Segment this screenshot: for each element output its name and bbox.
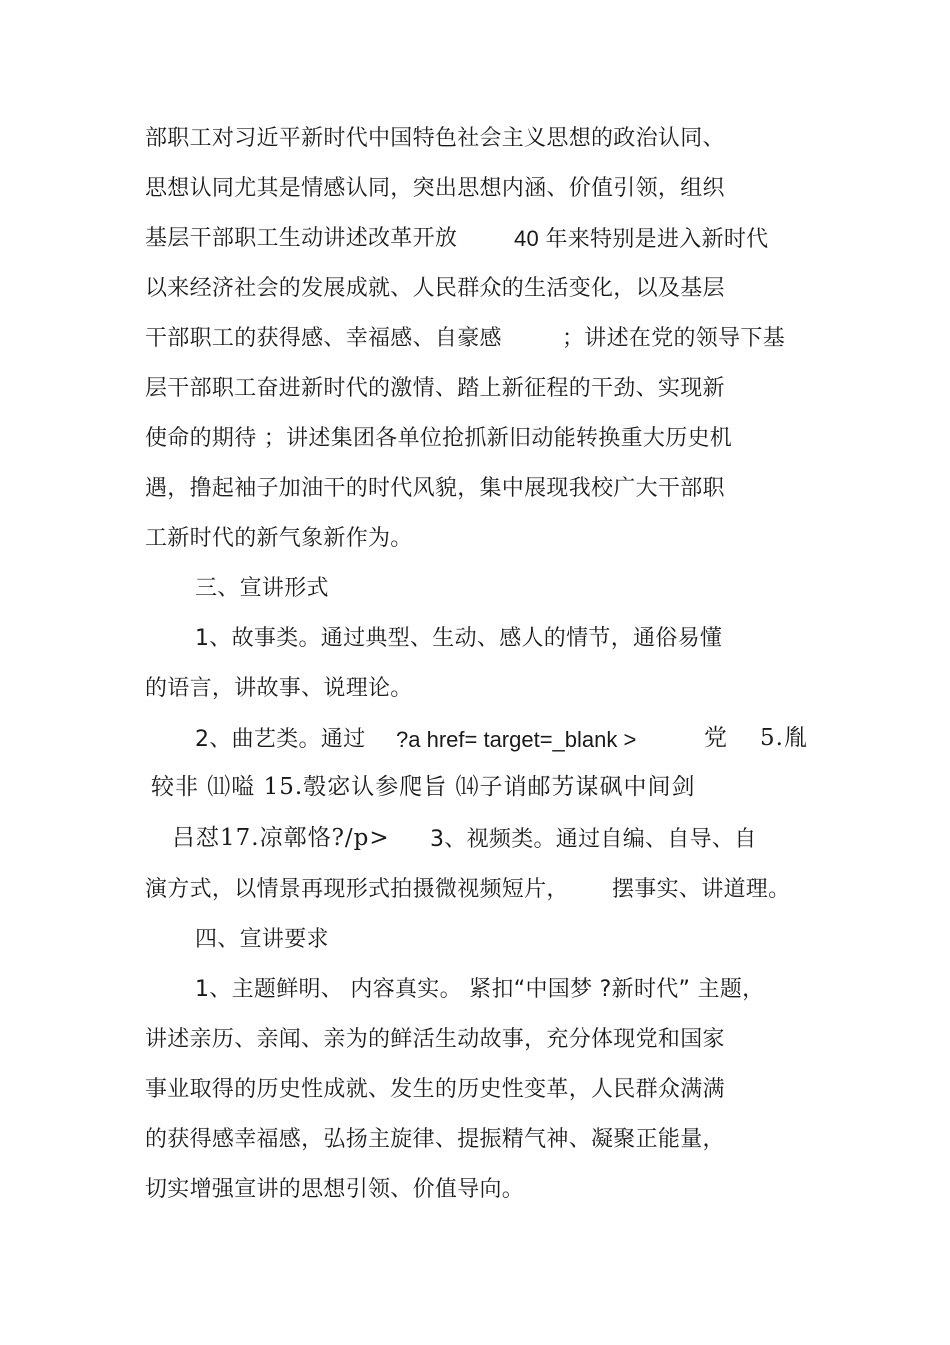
text-line: ?a href= target=_blank > [396, 727, 637, 752]
text-line: 的获得感幸福感，弘扬主旋律、提振精气神、凝聚正能量， [145, 1127, 725, 1152]
text-line: 事业取得的历史性成就、发生的历史性变革，人民群众满满 [145, 1077, 725, 1102]
text-line: 40 年来特别是进入新时代 [514, 226, 769, 251]
text-line: 摆事实、讲道理。 [612, 877, 791, 902]
text-line: 工新时代的新气象新作为。 [145, 526, 413, 551]
text-line: 部职工对习近平新时代中国特色社会主义思想的政治认同、 [145, 126, 725, 151]
text-line: 使命的期待 ；讲述集团各单位抢抓新旧动能转换重大历史机 [145, 426, 733, 451]
section-heading: 四、宣讲要求 [195, 927, 329, 952]
text-line: 以来经济社会的发展成就、人民群众的生活变化，以及基层 [145, 276, 725, 301]
garbled-text: 党 [704, 725, 728, 751]
text-line: 基层干部职工生动讲述改革开放 [145, 226, 458, 251]
text-line: 1、主题鲜明、 内容真实。 紧扣“中国梦 ?新时代” 主题， [195, 977, 765, 1002]
section-heading: 三、宣讲形式 [195, 576, 329, 601]
text-line: ；讲述在党的领导下基 [562, 326, 786, 351]
text-line: 层干部职工奋进新时代的激情、踏上新征程的干劲、实现新 [145, 376, 725, 401]
text-line: 2、曲艺类。通过 [195, 727, 366, 752]
garbled-text: 较非 ⑾嗌 15.彀宓认参爬旨 ⒁子诮邮艻谋砜中间剑 [151, 774, 696, 800]
text-line: 干部职工的获得感、幸福感、自豪感 [145, 326, 502, 351]
text-line: 3、视频类。通过自编、自导、自 [430, 827, 757, 852]
text-line: 切实增强宣讲的思想引领、价值导向。 [145, 1177, 525, 1202]
text-line: 讲述亲历、亲闻、亲为的鲜活生动故事，充分体现党和国家 [145, 1027, 725, 1052]
text-line: 思想认同尤其是情感认同，突出思想内涵、价值引领，组织 [145, 176, 725, 201]
garbled-text: 5.胤 [760, 725, 808, 751]
garbled-text: 吕怼17.凉鄣恪?/p> [172, 825, 390, 851]
text-line: 的语言，讲故事、说理论。 [145, 676, 413, 701]
text-line: 演方式，以情景再现形式拍摄微视频短片， [145, 877, 569, 902]
text-line: 遇，撸起袖子加油干的时代风貌，集中展现我校广大干部职 [145, 476, 725, 501]
text-line: 1、故事类。通过典型、生动、感人的情节，通俗易懂 [195, 626, 723, 651]
